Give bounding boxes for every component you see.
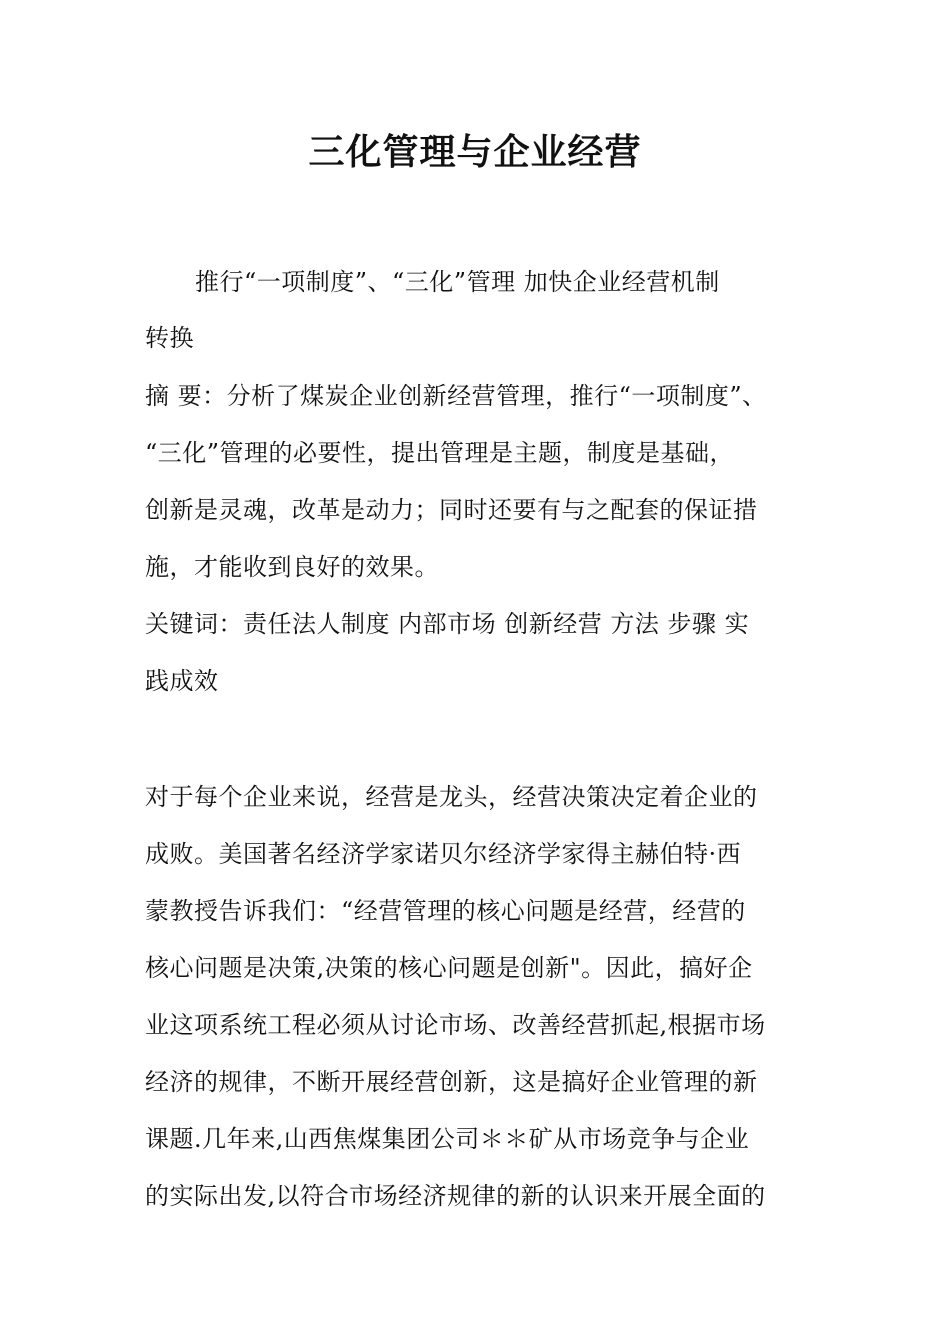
abstract-line: 创新是灵魂，改革是动力；同时还要有与之配套的保证措: [145, 496, 758, 524]
body-line: 课题.几年来,山西焦煤集团公司＊＊矿从市场竞争与企业: [145, 1125, 750, 1153]
body-line: 蒙教授告诉我们：“经营管理的核心问题是经营，经营的: [145, 897, 746, 925]
subtitle-line: 转换: [145, 324, 194, 352]
subtitle-line: 推行“一项制度”、“三化”管理 加快企业经营机制: [195, 268, 720, 296]
body-line: 成败。美国著名经济学家诺贝尔经济学家得主赫伯特·西: [145, 840, 742, 868]
body-line: 经济的规律，不断开展经营创新，这是搞好企业管理的新: [145, 1068, 758, 1096]
document-title: 三化管理与企业经营: [308, 131, 642, 173]
body-line: 业这项系统工程必须从讨论市场、改善经营抓起,根据市场: [145, 1011, 766, 1039]
abstract-line: 摘 要：分析了煤炭企业创新经营管理，推行“一项制度”、: [145, 382, 767, 410]
abstract-line: 施，才能收到良好的效果。: [145, 553, 439, 581]
keywords-line: 关键词：责任法人制度 内部市场 创新经营 方法 步骤 实: [145, 610, 750, 638]
body-line: 核心问题是决策,决策的核心问题是创新"。因此，搞好企: [145, 954, 753, 982]
body-line: 的实际出发,以符合市场经济规律的新的认识来开展全面的: [145, 1182, 766, 1210]
abstract-line: “三化”管理的必要性，提出管理是主题，制度是基础，: [145, 439, 735, 467]
body-line: 对于每个企业来说，经营是龙头，经营决策决定着企业的: [145, 783, 758, 811]
keywords-line: 践成效: [145, 667, 219, 695]
